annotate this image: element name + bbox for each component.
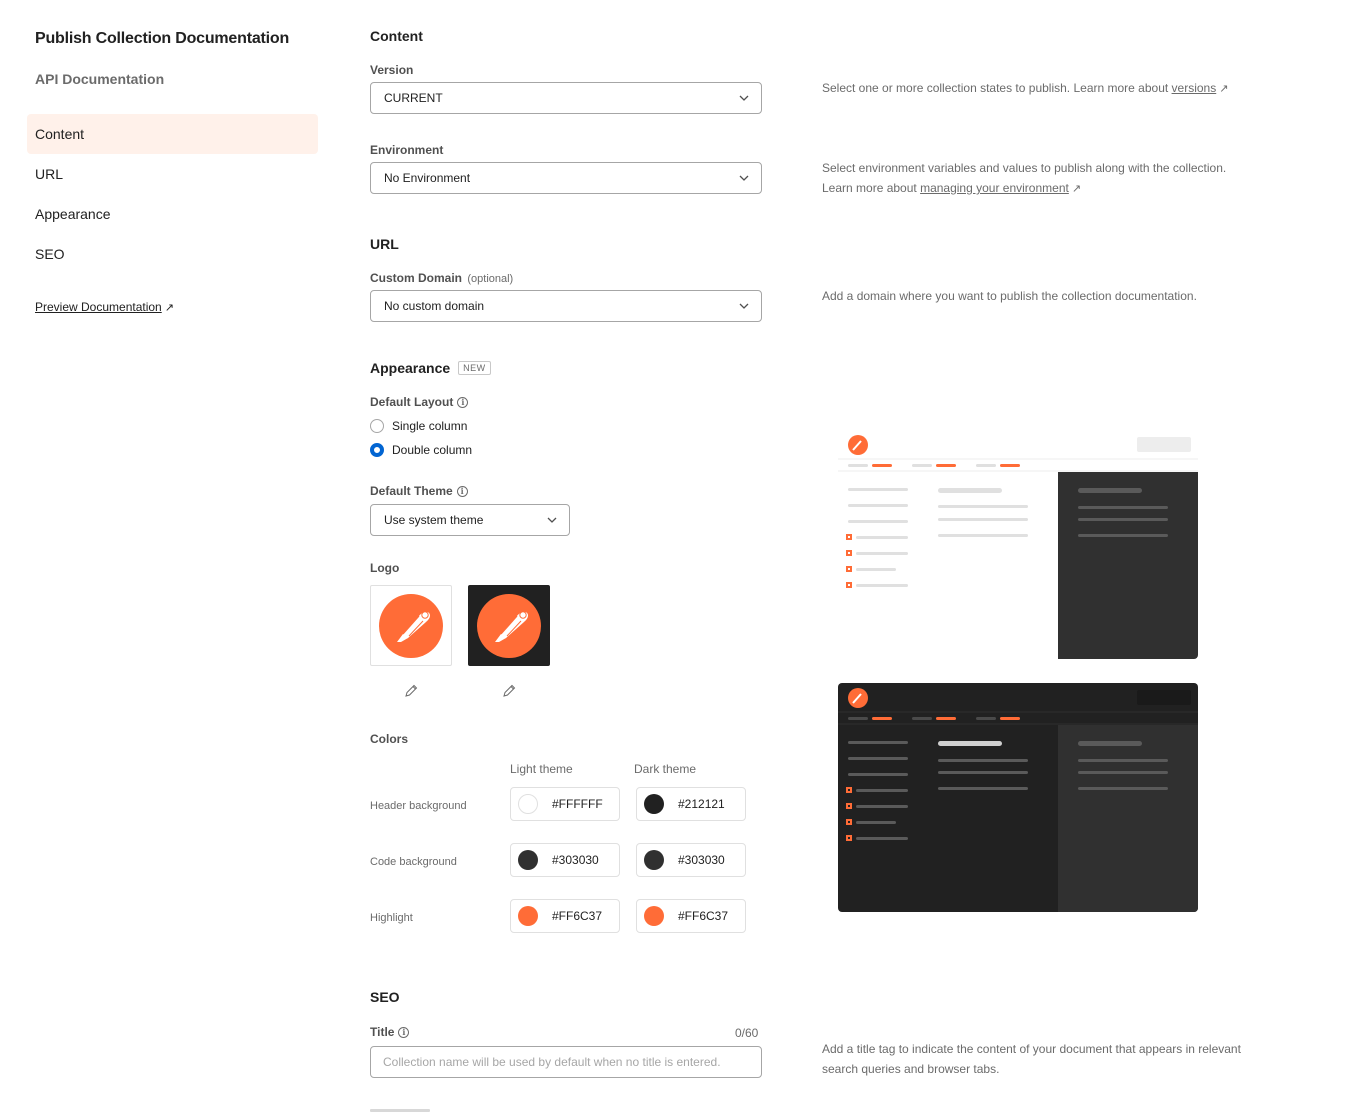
colors-label: Colors [370,732,409,746]
color-hex: #303030 [678,853,725,867]
version-select[interactable] [370,82,762,114]
external-link-icon: ↗ [164,302,174,314]
custom-domain-help: Add a domain where you want to publish the collection documentation. [822,289,1197,303]
new-badge: NEW [458,361,491,375]
sidebar-item-label: Content [35,126,85,142]
highlight-light-swatch[interactable] [510,899,620,933]
postman-logo-icon [477,594,541,658]
color-dot [518,850,538,870]
light-theme-preview [838,430,1198,659]
version-help-text: Select one or more collection states to publish. Learn more about [822,81,1169,95]
header-bg-light-swatch[interactable] [510,787,620,821]
sidebar-item-appearance[interactable] [27,194,318,234]
environment-select[interactable] [370,162,762,194]
sidebar-item-label: Appearance [35,206,111,222]
code-bg-dark-swatch[interactable] [636,843,746,877]
logo-label: Logo [370,561,400,575]
sidebar-item-seo[interactable] [27,234,318,274]
seo-title-input[interactable] [370,1046,762,1078]
info-icon[interactable]: i [457,397,468,408]
version-value: CURRENT [384,91,443,105]
environment-help [822,158,1242,199]
environment-help-text: Select environment variables and values to publish along with the collection. Learn more about [822,161,1227,195]
seo-heading: SEO [370,989,400,1005]
optional-tag: (optional) [467,273,514,285]
default-theme-label [370,484,468,498]
light-theme-column-header: Light theme [510,762,573,776]
header-bg-dark-swatch[interactable] [636,787,746,821]
custom-domain-label [370,271,513,285]
versions-link[interactable] [1172,81,1217,95]
chevron-down-icon [738,300,750,312]
custom-domain-label-text: Custom Domain [370,271,463,285]
code-bg-light-swatch[interactable] [510,843,620,877]
color-dot [644,850,664,870]
managing-environment-label: managing your environment [920,181,1069,195]
color-dot [518,794,538,814]
description-label-partial [370,1106,440,1112]
appearance-heading-row [370,360,491,376]
external-link-icon: ↗ [1071,183,1082,195]
highlight-dark-swatch[interactable] [636,899,746,933]
pencil-icon[interactable] [501,683,517,699]
environment-value: No Environment [384,171,471,185]
info-icon[interactable]: i [398,1027,409,1038]
layout-option-label: Double column [392,443,473,457]
color-hex: #FFFFFF [552,797,603,811]
version-help [822,78,1242,99]
dark-logo-box[interactable] [468,585,550,666]
title-char-counter: 0/60 [735,1026,759,1040]
info-icon[interactable]: i [457,486,468,497]
color-dot [518,906,538,926]
sidebar-subtitle: API Documentation [35,71,165,87]
chevron-down-icon [546,514,558,526]
seo-title-label [370,1025,409,1039]
sidebar-item-content[interactable] [27,114,318,154]
chevron-down-icon [738,172,750,184]
layout-single-column-radio[interactable] [370,419,467,433]
preview-documentation-label: Preview Documentation [35,300,162,314]
appearance-heading: Appearance [370,360,451,376]
content-heading: Content [370,28,423,44]
light-logo-box[interactable] [370,585,452,666]
color-hex: #FF6C37 [678,909,729,923]
version-label: Version [370,63,414,77]
default-theme-label-text: Default Theme [370,484,453,498]
layout-double-column-radio[interactable] [370,443,472,457]
radio-checked-icon[interactable] [370,443,384,457]
custom-domain-select[interactable] [370,290,762,322]
radio-unchecked-icon[interactable] [370,419,384,433]
default-layout-label [370,395,468,409]
postman-logo-icon [379,594,443,658]
layout-option-label: Single column [392,419,468,433]
color-dot [644,906,664,926]
default-theme-select[interactable] [370,504,570,536]
custom-domain-value: No custom domain [384,299,485,313]
versions-link-label: versions [1171,81,1217,95]
code-background-label: Code background [370,856,457,868]
preview-documentation-link[interactable] [35,300,174,314]
sidebar-title: Publish Collection Documentation [35,30,290,47]
default-theme-value: Use system theme [384,513,484,527]
sidebar-item-label: SEO [35,246,65,262]
header-background-label: Header background [370,800,467,812]
dark-theme-column-header: Dark theme [634,762,697,776]
external-link-icon: ↗ [1219,83,1229,95]
color-dot [644,794,664,814]
color-hex: #303030 [552,853,599,867]
color-hex: #FF6C37 [552,909,603,923]
url-heading: URL [370,236,399,252]
color-hex: #212121 [678,797,725,811]
sidebar-item-url[interactable] [27,154,318,194]
seo-title-help: Add a title tag to indicate the content of your document that appears in relevant search queries and browser tabs. [822,1042,1241,1076]
default-layout-label-text: Default Layout [370,395,454,409]
environment-label: Environment [370,143,444,157]
pencil-icon[interactable] [403,683,419,699]
managing-environment-link[interactable] [920,181,1069,195]
highlight-label: Highlight [370,912,413,924]
chevron-down-icon [738,92,750,104]
sidebar-item-label: URL [35,166,64,182]
seo-title-label-text: Title [370,1025,395,1039]
dark-theme-preview [838,683,1198,912]
